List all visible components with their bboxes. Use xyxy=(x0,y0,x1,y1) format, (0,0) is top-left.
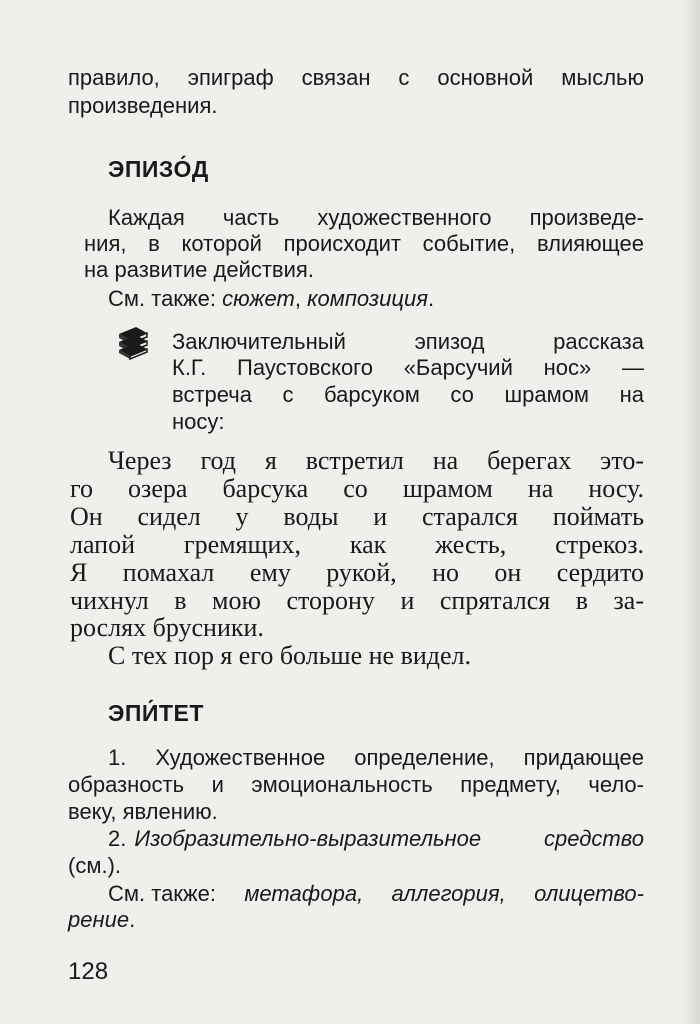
epithet-see-also-end: . xyxy=(129,907,136,932)
epithet-item-2-number: 2. xyxy=(108,826,127,851)
see-also-link-kompoziciya[interactable]: композиция xyxy=(307,286,428,311)
see-also-link-allegoriya[interactable]: аллегория, xyxy=(391,881,506,906)
epithet-item-1-line-2: образность и эмоциональность предмету, чело- xyxy=(68,772,644,797)
episode-see-also xyxy=(108,285,434,313)
epithet-item-2-italic: Изобразительно-выразительное средство xyxy=(134,826,644,851)
epithet-see-also xyxy=(108,880,644,908)
episode-definition-line-2: ния, в которой происходит событие, влияющее xyxy=(84,231,644,256)
example-line-2: К.Г. Паустовского «Барсучий нос» — xyxy=(172,355,644,380)
page-number: 128 xyxy=(68,958,109,985)
example-line-3: встреча с барсуком со шрамом на xyxy=(172,382,644,407)
epithet-item-2-line-2: (см.). xyxy=(68,853,122,878)
see-also-end: . xyxy=(427,286,435,311)
example-line-1: Заключительный эпизод рассказа xyxy=(172,329,644,354)
quote-line-6: чихнул в мою сторону и спрятался в за- xyxy=(70,586,644,615)
epithet-see-also-line-2 xyxy=(68,906,135,934)
epithet-item-1-line-3: веку, явлению. xyxy=(68,799,218,824)
quote-line-1: Через год я встретил на берегах это- xyxy=(108,446,644,475)
epithet-item-1-line-1: 1. Художественное определение, придающее xyxy=(108,745,644,770)
book-stack-icon xyxy=(116,324,150,360)
example-line-4: носу: xyxy=(172,409,225,434)
episode-definition-line-3: на развитие действия. xyxy=(84,257,314,282)
quote-line-2: го озера барсука со шрамом на носу. xyxy=(70,474,644,503)
see-also-label: См. также: xyxy=(108,286,216,311)
see-also-link-metafora[interactable]: метафора, xyxy=(244,881,364,906)
quote-line-8: С тех пор я его больше не видел. xyxy=(108,641,471,670)
episode-heading: ЭПИЗО́Д xyxy=(108,156,209,182)
quote-line-7: рослях брусники. xyxy=(70,613,264,642)
quote-line-5: Я помахал ему рукой, но он сердито xyxy=(70,558,644,587)
see-also-link-olicetvorenie[interactable]: олицетво- xyxy=(534,881,644,906)
page-edge-shadow xyxy=(682,0,700,1024)
see-also-link-olicetvorenie-cont[interactable]: рение xyxy=(68,907,130,932)
episode-definition-line-1: Каждая часть художественного произведе- xyxy=(108,205,644,230)
see-also-separator: , xyxy=(294,286,301,311)
intro-line-2: произведения. xyxy=(68,93,218,118)
epithet-heading: ЭПИ́ТЕТ xyxy=(108,700,204,726)
epithet-item-2-line-1 xyxy=(108,825,644,853)
quote-line-4: лапой гремящих, как жесть, стрекоз. xyxy=(70,530,644,559)
see-also-link-syuzhet[interactable]: сюжет xyxy=(222,286,295,311)
epithet-see-also-label: См. также: xyxy=(108,881,216,906)
intro-line-1: правило, эпиграф связан с основной мыслью xyxy=(68,65,644,90)
quote-line-3: Он сидел у воды и старался поймать xyxy=(70,502,644,531)
